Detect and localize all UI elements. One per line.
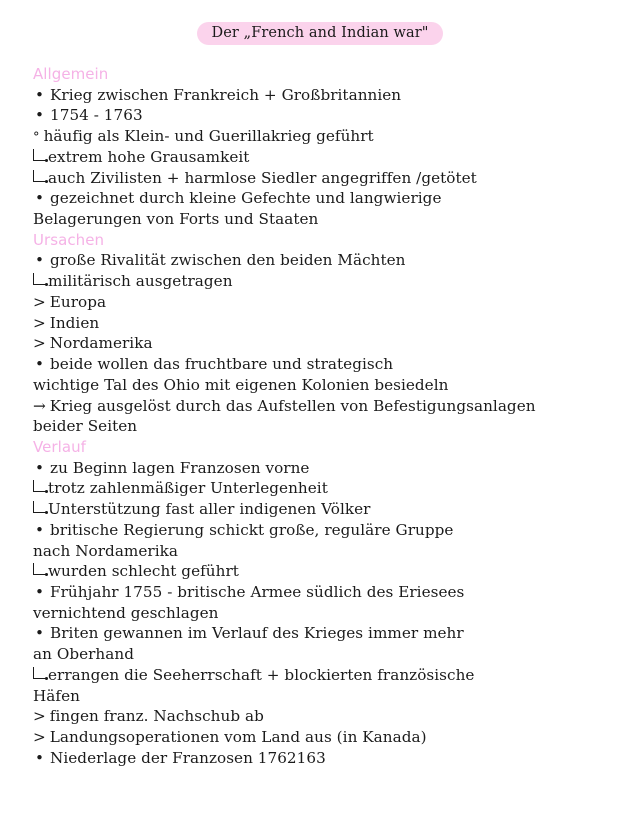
line-text: Unterstützung fast aller indigenen Völker bbox=[48, 500, 371, 519]
line-text: Häfen bbox=[33, 686, 80, 705]
list-item bbox=[33, 727, 623, 748]
line-text: fingen franz. Nachschub ab bbox=[49, 707, 264, 726]
bullet-icon: • bbox=[35, 748, 45, 767]
title-wrap bbox=[0, 22, 640, 45]
gt-marker-icon: > bbox=[33, 313, 46, 332]
line-text: wurden schlecht geführt bbox=[48, 562, 239, 581]
line-text: Europa bbox=[49, 292, 107, 311]
list-item bbox=[33, 644, 623, 665]
line-text: nach Nordamerika bbox=[33, 541, 178, 560]
line-text: an Oberhand bbox=[33, 645, 134, 664]
list-item bbox=[33, 686, 623, 707]
line-text: beider Seiten bbox=[33, 417, 138, 436]
line-text: große Rivalität zwischen den beiden Mächten bbox=[50, 251, 406, 270]
sub-arrow-icon bbox=[33, 149, 46, 161]
list-item bbox=[33, 105, 623, 126]
line-text: vernichtend geschlagen bbox=[33, 603, 219, 622]
sub-arrow-icon bbox=[33, 273, 46, 285]
list-item bbox=[33, 333, 623, 354]
list-item bbox=[33, 458, 623, 479]
line-text: Niederlage der Franzosen 1762163 bbox=[50, 748, 326, 767]
list-item bbox=[33, 603, 623, 624]
line-text: Nordamerika bbox=[49, 334, 153, 353]
notes-content bbox=[33, 64, 623, 768]
bullet-icon: • bbox=[35, 106, 45, 125]
list-item bbox=[33, 396, 623, 417]
arrow-right-icon: → bbox=[33, 396, 46, 415]
sub-arrow-icon bbox=[33, 170, 46, 182]
line-text: extrem hohe Grausamkeit bbox=[48, 147, 250, 166]
sub-arrow-icon bbox=[33, 563, 46, 575]
list-item bbox=[33, 541, 623, 562]
line-text: gezeichnet durch kleine Gefechte und langwierige bbox=[50, 189, 442, 208]
list-item bbox=[33, 375, 623, 396]
list-item bbox=[33, 748, 623, 769]
sub-arrow-icon bbox=[33, 667, 46, 679]
bullet-icon: • bbox=[35, 251, 45, 270]
sub-arrow-icon bbox=[33, 480, 46, 492]
gt-marker-icon: > bbox=[33, 728, 46, 746]
bullet-icon: • bbox=[35, 520, 45, 539]
line-text: wichtige Tal des Ohio mit eigenen Kolonien besiedeln bbox=[33, 375, 449, 394]
list-item bbox=[33, 561, 623, 582]
line-text: Krieg ausgelöst durch das Aufstellen von Befestigungsanlagen bbox=[49, 396, 536, 415]
list-item bbox=[33, 271, 623, 292]
list-item bbox=[33, 250, 623, 271]
line-text: zu Beginn lagen Franzosen vorne bbox=[50, 458, 310, 477]
list-item bbox=[33, 582, 623, 603]
list-item bbox=[33, 147, 623, 168]
bullet-icon: • bbox=[35, 189, 45, 208]
list-item bbox=[33, 209, 623, 230]
section-heading-verlauf: Verlauf bbox=[33, 437, 86, 456]
line-text: Briten gewannen im Verlauf des Krieges immer mehr bbox=[50, 624, 464, 643]
bullet-icon: • bbox=[35, 458, 45, 477]
section-heading-ursachen: Ursachen bbox=[33, 230, 105, 249]
list-item bbox=[33, 354, 623, 375]
gt-marker-icon: > bbox=[33, 707, 46, 726]
list-item bbox=[33, 292, 623, 313]
circle-bullet-icon: ° bbox=[33, 130, 40, 146]
list-item bbox=[33, 313, 623, 334]
line-text: beide wollen das fruchtbare und strategisch bbox=[50, 355, 394, 374]
gt-marker-icon: > bbox=[33, 292, 46, 311]
section-heading-allgemein: Allgemein bbox=[33, 65, 109, 83]
line-text: Belagerungen von Forts und Staaten bbox=[33, 210, 319, 229]
list-item bbox=[33, 478, 623, 499]
list-item bbox=[33, 188, 623, 209]
line-text: Landungsoperationen vom Land aus (in Kanada) bbox=[49, 728, 427, 746]
line-text: britische Regierung schickt große, reguläre Gruppe bbox=[50, 520, 454, 539]
line-text: Krieg zwischen Frankreich + Großbritannien bbox=[50, 85, 402, 104]
line-text: Frühjahr 1755 - britische Armee südlich des Eriesees bbox=[50, 582, 465, 601]
line-text: 1754 - 1763 bbox=[50, 106, 143, 125]
list-item bbox=[33, 168, 623, 189]
line-text: häufig als Klein- und Guerillakrieg geführt bbox=[43, 127, 374, 146]
sub-arrow-icon bbox=[33, 501, 46, 513]
bullet-icon: • bbox=[35, 624, 45, 643]
list-item bbox=[33, 520, 623, 541]
line-text: Indien bbox=[49, 313, 100, 332]
list-item bbox=[33, 85, 623, 106]
gt-marker-icon: > bbox=[33, 334, 46, 353]
list-item bbox=[33, 623, 623, 644]
list-item bbox=[33, 706, 623, 727]
list-item bbox=[33, 665, 623, 686]
bullet-icon: • bbox=[35, 355, 45, 374]
bullet-icon: • bbox=[35, 85, 45, 104]
page-title: Der „French and Indian war" bbox=[197, 22, 442, 45]
line-text: auch Zivilisten + harmlose Siedler angegriffen /getötet bbox=[48, 168, 477, 187]
bullet-icon: • bbox=[35, 582, 45, 601]
line-text: militärisch ausgetragen bbox=[48, 272, 233, 291]
list-item bbox=[33, 499, 623, 520]
list-item bbox=[33, 416, 623, 437]
list-item bbox=[33, 126, 623, 147]
line-text: trotz zahlenmäßiger Unterlegenheit bbox=[48, 479, 328, 498]
line-text: errangen die Seeherrschaft + blockierten französische bbox=[48, 665, 475, 684]
